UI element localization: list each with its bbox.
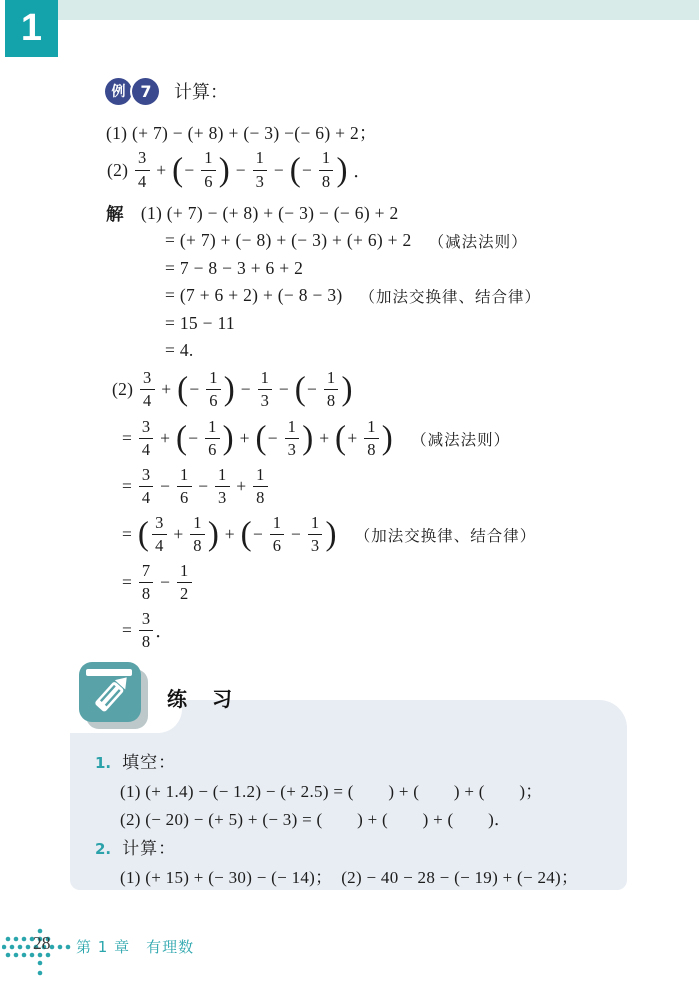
page-number: 28 — [33, 933, 51, 953]
practice-item-head — [95, 834, 627, 861]
fraction — [324, 367, 339, 410]
chapter-number: 1 — [20, 7, 43, 49]
math-text: + — [231, 476, 252, 496]
math-line — [122, 415, 699, 463]
practice-item-number: 1. — [95, 754, 112, 772]
fraction-denominator: 6 — [201, 170, 216, 191]
fraction-numerator: 1 — [260, 367, 270, 387]
rule-annotation: （减法法则） — [411, 431, 511, 449]
fraction-numerator: 1 — [326, 367, 336, 387]
math-text: − — [236, 379, 256, 399]
fraction-denominator: 3 — [215, 486, 230, 507]
big-paren: ) — [207, 515, 220, 553]
practice-line: (2) (− 20) − (+ 5) + (− 3) = ( ) + ( ) + ( )． — [120, 809, 512, 829]
practice-line: (1) (+ 15) + (− 30) − (− 14)； (2) − 40 − 28 − (− 19) + (− 24)； — [120, 867, 579, 887]
math-text: (2) — [112, 379, 138, 399]
math-text: = — [122, 476, 137, 496]
fraction-numerator: 1 — [272, 512, 282, 532]
fraction — [139, 608, 154, 651]
math-text: = 7 − 8 − 3 + 6 + 2 — [165, 257, 304, 278]
fraction — [253, 150, 268, 190]
big-paren: ( — [335, 419, 347, 457]
math-text: (1) (+ 7) − (+ 8) + (− 3) −(− 6) + 2； — [106, 122, 377, 143]
fraction — [135, 150, 150, 190]
fraction-numerator: 3 — [141, 464, 151, 484]
math-line — [106, 118, 699, 146]
rule-annotation: （减法法则） — [428, 233, 528, 251]
fraction-numerator: 3 — [142, 367, 152, 387]
fraction — [139, 416, 154, 459]
fraction — [319, 150, 334, 190]
fraction — [205, 416, 220, 459]
problem-lines — [0, 118, 699, 194]
math-text: − — [286, 524, 306, 544]
big-paren: ) — [223, 370, 236, 408]
fraction-denominator: 8 — [319, 170, 334, 191]
math-line — [122, 511, 699, 559]
fraction — [206, 367, 221, 410]
math-text: = (7 + 6 + 2) + (− 8 − 3) — [165, 285, 343, 306]
math-text: − — [188, 428, 204, 448]
big-paren: ) — [325, 515, 337, 553]
fraction-denominator: 8 — [324, 389, 339, 410]
fraction-numerator: 3 — [141, 416, 151, 436]
math-text: + — [168, 524, 189, 544]
chapter-top-bar — [57, 0, 699, 20]
practice-item-head — [95, 748, 627, 775]
big-paren: ) — [336, 150, 348, 189]
solution-lines — [0, 199, 699, 655]
math-text: + — [220, 524, 240, 544]
example-section — [0, 76, 699, 655]
rule-annotation: （加法交换律、结合律） — [354, 527, 537, 545]
math-text: = (+ 7) + (− 8) + (− 3) + (+ 6) + 2 — [165, 230, 412, 251]
fraction-numerator: 1 — [287, 416, 297, 436]
book-pencil-icon — [76, 660, 156, 734]
fraction-denominator: 4 — [135, 170, 150, 191]
math-text: = 4. — [165, 340, 194, 361]
fraction — [258, 367, 273, 410]
fraction-numerator: 1 — [179, 464, 189, 484]
big-paren: ( — [240, 515, 252, 553]
math-text: − — [302, 159, 317, 180]
math-text: − — [189, 379, 205, 399]
big-paren: ( — [177, 370, 189, 408]
math-text: + — [156, 379, 177, 399]
fraction-numerator: 1 — [179, 560, 189, 580]
solution-label: 解 — [106, 204, 124, 225]
fraction-denominator: 4 — [152, 534, 167, 555]
fraction-denominator: 4 — [139, 438, 154, 459]
big-paren: ) — [341, 370, 353, 408]
example-prompt: 计算： — [174, 82, 228, 102]
math-text: ． — [155, 621, 174, 641]
fraction-numerator: 1 — [255, 148, 265, 167]
fraction — [253, 464, 268, 507]
fraction — [215, 464, 230, 507]
math-line — [112, 365, 699, 415]
fraction-numerator: 1 — [256, 464, 265, 484]
math-text: + — [314, 428, 335, 448]
fraction-numerator: 1 — [321, 148, 331, 167]
fraction — [270, 512, 285, 555]
fraction-denominator: 8 — [139, 582, 154, 603]
chapter-number-tab — [5, 0, 58, 57]
practice-item-number: 2. — [95, 840, 112, 858]
math-line — [165, 337, 699, 365]
fraction — [190, 512, 205, 555]
math-line — [165, 282, 699, 310]
math-text: − — [252, 524, 268, 544]
fraction-numerator: 1 — [204, 148, 213, 167]
fraction-denominator: 6 — [270, 534, 285, 555]
math-text: − — [269, 159, 289, 180]
math-text: + — [151, 159, 172, 180]
big-paren: ( — [137, 515, 150, 553]
math-text: (2) — [107, 159, 133, 180]
fraction-denominator: 8 — [364, 438, 379, 459]
fraction-numerator: 3 — [137, 148, 147, 167]
fraction-denominator: 4 — [139, 486, 154, 507]
example-badge-label: 例 — [111, 84, 126, 100]
big-paren: ( — [289, 150, 302, 189]
fraction-numerator: 1 — [209, 367, 218, 387]
math-text: ． — [348, 160, 372, 181]
fraction-denominator: 4 — [140, 389, 155, 410]
fraction-numerator: 1 — [367, 416, 376, 436]
math-text: (1) (+ 7) − (+ 8) + (− 3) − (− 6) + 2 — [140, 202, 399, 223]
fraction-numerator: 1 — [208, 416, 217, 436]
rule-annotation: （加法交换律、结合律） — [359, 288, 542, 306]
fraction-denominator: 6 — [177, 486, 192, 507]
fraction-numerator: 3 — [141, 608, 151, 628]
fraction-denominator: 8 — [253, 486, 268, 507]
example-badge — [105, 78, 132, 105]
math-text: + — [155, 428, 175, 448]
big-paren: ) — [302, 419, 314, 457]
fraction — [139, 464, 154, 507]
math-text: = 15 − 11 — [165, 312, 235, 333]
fraction-numerator: 7 — [141, 560, 151, 580]
math-text: − — [155, 572, 175, 592]
fraction — [177, 464, 192, 507]
fraction — [177, 560, 192, 603]
fraction-numerator: 3 — [155, 512, 164, 532]
fraction — [285, 416, 300, 459]
practice-item — [95, 748, 627, 831]
math-text: − — [231, 159, 251, 180]
math-line — [122, 463, 699, 511]
practice-line: (1) (+ 1.4) − (− 1.2) − (+ 2.5) = ( ) + ( ) + ( )； — [120, 781, 543, 801]
practice-item-title: 填空： — [122, 753, 177, 772]
practice-panel — [70, 687, 627, 890]
fraction-numerator: 1 — [310, 512, 320, 532]
fraction-denominator: 2 — [177, 582, 192, 603]
math-line — [122, 607, 699, 655]
math-line — [165, 255, 699, 283]
math-text: − — [184, 159, 200, 180]
fraction — [140, 367, 155, 410]
practice-heading: 练 习 — [167, 687, 241, 711]
example-badge-number: 7 — [140, 81, 152, 101]
fraction — [364, 416, 379, 459]
math-line — [165, 310, 699, 338]
big-paren: ) — [218, 150, 231, 189]
fraction-denominator: 3 — [308, 534, 323, 555]
big-paren: ( — [294, 370, 307, 408]
practice-item — [95, 834, 627, 889]
practice-item-title: 计算： — [122, 839, 177, 858]
math-line — [165, 227, 699, 255]
math-text: = — [122, 428, 137, 448]
fraction-denominator: 3 — [253, 170, 268, 191]
math-text: + — [234, 428, 255, 448]
fraction — [308, 512, 323, 555]
big-paren: ) — [222, 419, 234, 457]
math-text: − — [307, 379, 322, 399]
math-text: − — [155, 476, 175, 496]
big-paren: ) — [381, 419, 394, 457]
fraction-denominator: 8 — [190, 534, 205, 555]
big-paren: ( — [172, 150, 184, 189]
example-badge-row — [105, 76, 699, 106]
math-line — [122, 559, 699, 607]
fraction-numerator: 1 — [193, 512, 202, 532]
fraction-denominator: 6 — [205, 438, 220, 459]
big-paren: ( — [255, 419, 267, 457]
math-line — [106, 199, 699, 227]
math-text: + — [347, 428, 363, 448]
fraction — [201, 150, 216, 190]
fraction-denominator: 3 — [258, 389, 273, 410]
math-text: = — [122, 524, 137, 544]
math-text: = — [122, 572, 137, 592]
example-number-badge — [132, 78, 159, 105]
math-text: = — [122, 620, 137, 640]
math-text: − — [267, 428, 283, 448]
fraction — [152, 512, 167, 555]
fraction-denominator: 3 — [285, 438, 300, 459]
fraction-denominator: 8 — [139, 630, 154, 651]
math-line — [107, 146, 699, 194]
fraction-numerator: 1 — [218, 464, 227, 484]
footer-chapter-label: 第 1 章 有理数 — [76, 938, 195, 956]
math-text: − — [274, 379, 294, 399]
fraction — [139, 560, 154, 603]
fraction-denominator: 6 — [206, 389, 221, 410]
math-text: − — [193, 476, 214, 496]
big-paren: ( — [175, 419, 188, 457]
